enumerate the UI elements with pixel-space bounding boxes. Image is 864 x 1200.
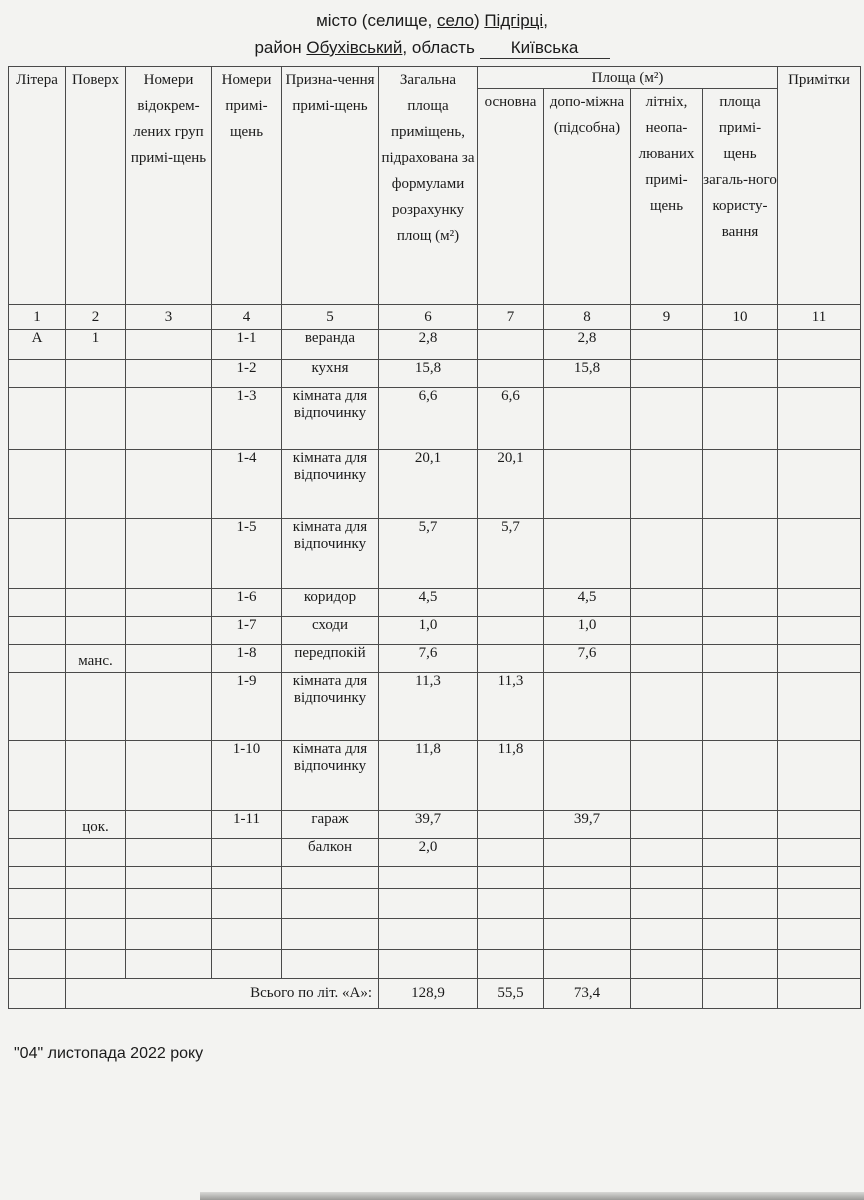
cell-notes — [778, 330, 861, 360]
cell-notes — [778, 519, 861, 589]
cell-litera — [9, 360, 66, 388]
region-name: Київська — [480, 38, 610, 59]
table-row — [9, 645, 861, 673]
col-header-main: основна — [478, 89, 544, 305]
cell-group — [126, 811, 212, 839]
cell-notes — [778, 388, 861, 450]
table-row — [9, 519, 861, 589]
cell-purpose: кімната для відпочинку — [282, 673, 379, 741]
table-row — [9, 839, 861, 867]
cell-notes — [778, 839, 861, 867]
table-row — [9, 388, 861, 450]
cell-floor — [66, 673, 126, 741]
cell-purpose: передпокій — [282, 645, 379, 673]
cell-total-area: 2,0 — [379, 839, 478, 867]
settlement-name: Підгірці — [484, 11, 544, 30]
cell-common-area — [703, 617, 778, 645]
cell-group — [126, 839, 212, 867]
col-number: 8 — [544, 305, 631, 330]
cell-room-number: 1-1 — [212, 330, 282, 360]
settlement-type: село — [436, 11, 474, 30]
cell-room-number: 1-2 — [212, 360, 282, 388]
cell-floor — [66, 450, 126, 519]
cell-group — [126, 330, 212, 360]
cell-purpose: гараж — [282, 811, 379, 839]
cell-aux-area: 2,8 — [544, 330, 631, 360]
col-number: 3 — [126, 305, 212, 330]
cell-notes — [778, 589, 861, 617]
cell-total-area: 11,8 — [379, 741, 478, 811]
total-area-value: 128,9 — [379, 979, 478, 1009]
cell-aux-area: 1,0 — [544, 617, 631, 645]
table-row — [9, 673, 861, 741]
cell-summer-area — [631, 673, 703, 741]
room-registry-table — [8, 66, 861, 1009]
cell-total-area: 5,7 — [379, 519, 478, 589]
cell-notes — [778, 617, 861, 645]
header-district-line — [0, 38, 864, 59]
cell-total-area: 1,0 — [379, 617, 478, 645]
district-mid: , область — [402, 38, 480, 57]
table-row — [9, 811, 861, 839]
cell-purpose: кімната для відпочинку — [282, 450, 379, 519]
cell-aux-area: 7,6 — [544, 645, 631, 673]
cell-aux-area: 4,5 — [544, 589, 631, 617]
document-date: "04" листопада 2022 року — [14, 1045, 204, 1062]
table-row — [9, 330, 861, 360]
cell-notes — [778, 450, 861, 519]
cell-floor — [66, 360, 126, 388]
cell-total-area: 39,7 — [379, 811, 478, 839]
cell-summer-area — [631, 330, 703, 360]
cell-purpose: коридор — [282, 589, 379, 617]
cell-purpose: веранда — [282, 330, 379, 360]
cell-purpose: сходи — [282, 617, 379, 645]
cell-purpose: балкон — [282, 839, 379, 867]
cell-litera — [9, 450, 66, 519]
cell-summer-area — [631, 450, 703, 519]
cell-floor: манс. — [66, 645, 126, 673]
col-header-aux: допо-міжна (підсобна) — [544, 89, 631, 305]
cell-main-area — [478, 811, 544, 839]
cell-common-area — [703, 360, 778, 388]
col-number: 9 — [631, 305, 703, 330]
cell-floor — [66, 388, 126, 450]
cell-room-number: 1-9 — [212, 673, 282, 741]
cell-common-area — [703, 839, 778, 867]
cell-summer-area — [631, 839, 703, 867]
table-row — [9, 741, 861, 811]
col-number: 4 — [212, 305, 282, 330]
header-prefix: місто (селище, — [316, 11, 437, 30]
col-number: 11 — [778, 305, 861, 330]
col-header-litera: Літера — [9, 67, 66, 305]
cell-main-area: 11,3 — [478, 673, 544, 741]
cell-floor — [66, 839, 126, 867]
cell-group — [126, 450, 212, 519]
cell-main-area: 11,8 — [478, 741, 544, 811]
cell-floor — [66, 519, 126, 589]
cell-main-area — [478, 360, 544, 388]
cell-room-number: 1-4 — [212, 450, 282, 519]
cell-total-area: 4,5 — [379, 589, 478, 617]
col-number: 6 — [379, 305, 478, 330]
cell-main-area — [478, 839, 544, 867]
col-header-common: площа примі-щень загаль-ного користу-вання — [703, 89, 778, 305]
cell-room-number: 1-10 — [212, 741, 282, 811]
cell-aux-area: 15,8 — [544, 360, 631, 388]
table-row — [9, 617, 861, 645]
cell-group — [126, 388, 212, 450]
cell-common-area — [703, 741, 778, 811]
col-number: 1 — [9, 305, 66, 330]
cell-main-area: 6,6 — [478, 388, 544, 450]
cell-main-area: 5,7 — [478, 519, 544, 589]
cell-room-number: 1-6 — [212, 589, 282, 617]
cell-room-number: 1-7 — [212, 617, 282, 645]
header-suffix: ) — [473, 11, 485, 30]
cell-room-number: 1-3 — [212, 388, 282, 450]
col-header-notes: Примітки — [778, 67, 861, 305]
cell-common-area — [703, 645, 778, 673]
cell-group — [126, 589, 212, 617]
cell-common-area — [703, 388, 778, 450]
cell-room-number — [212, 839, 282, 867]
col-header-purpose: Призна-чення примі-щень — [282, 67, 379, 305]
header-location-line — [0, 11, 864, 31]
cell-group — [126, 360, 212, 388]
cell-group — [126, 617, 212, 645]
cell-notes — [778, 741, 861, 811]
cell-aux-area — [544, 741, 631, 811]
cell-floor — [66, 741, 126, 811]
cell-common-area — [703, 673, 778, 741]
cell-total-area: 2,8 — [379, 330, 478, 360]
cell-litera — [9, 839, 66, 867]
cell-floor: 1 — [66, 330, 126, 360]
cell-aux-area: 39,7 — [544, 811, 631, 839]
cell-litera — [9, 673, 66, 741]
cell-summer-area — [631, 617, 703, 645]
cell-total-area: 11,3 — [379, 673, 478, 741]
cell-summer-area — [631, 360, 703, 388]
cell-main-area — [478, 330, 544, 360]
cell-purpose: кімната для відпочинку — [282, 388, 379, 450]
cell-common-area — [703, 589, 778, 617]
cell-group — [126, 519, 212, 589]
cell-aux-area — [544, 388, 631, 450]
cell-group — [126, 741, 212, 811]
cell-litera — [9, 645, 66, 673]
cell-purpose: кімната для відпочинку — [282, 519, 379, 589]
cell-room-number: 1-5 — [212, 519, 282, 589]
col-header-room-number: Номери примі-щень — [212, 67, 282, 305]
cell-total-area: 20,1 — [379, 450, 478, 519]
cell-group — [126, 645, 212, 673]
total-aux-value: 73,4 — [544, 979, 631, 1009]
col-header-groups: Номери відокрем-лених груп примі-щень — [126, 67, 212, 305]
blank-row — [9, 919, 861, 950]
cell-notes — [778, 645, 861, 673]
cell-total-area: 7,6 — [379, 645, 478, 673]
cell-aux-area — [544, 839, 631, 867]
cell-litera — [9, 519, 66, 589]
cell-common-area — [703, 519, 778, 589]
cell-main-area: 20,1 — [478, 450, 544, 519]
cell-notes — [778, 811, 861, 839]
cell-litera: А — [9, 330, 66, 360]
blank-row — [9, 950, 861, 979]
cell-notes — [778, 673, 861, 741]
cell-litera — [9, 811, 66, 839]
table-row — [9, 450, 861, 519]
col-header-total-area: Загальна площа приміщень, підрахована за формулами розрахунку площ (м²) — [379, 67, 478, 305]
cell-purpose: кухня — [282, 360, 379, 388]
col-header-floor: Поверх — [66, 67, 126, 305]
column-numbers-row — [9, 305, 861, 330]
cell-floor — [66, 589, 126, 617]
district-name: Обухівський — [306, 38, 403, 57]
table-row — [9, 589, 861, 617]
cell-summer-area — [631, 589, 703, 617]
district-prefix: район — [254, 38, 307, 57]
blank-row — [9, 889, 861, 919]
cell-common-area — [703, 811, 778, 839]
cell-summer-area — [631, 741, 703, 811]
cell-aux-area — [544, 450, 631, 519]
cell-summer-area — [631, 811, 703, 839]
cell-total-area: 15,8 — [379, 360, 478, 388]
header-end: , — [543, 11, 548, 30]
col-number: 5 — [282, 305, 379, 330]
total-main-value: 55,5 — [478, 979, 544, 1009]
cell-litera — [9, 589, 66, 617]
cell-main-area — [478, 589, 544, 617]
cell-litera — [9, 388, 66, 450]
cell-group — [126, 673, 212, 741]
col-number: 7 — [478, 305, 544, 330]
cell-summer-area — [631, 645, 703, 673]
col-header-summer: літніх, неопа-люваних примі-щень — [631, 89, 703, 305]
cell-purpose: кімната для відпочинку — [282, 741, 379, 811]
cell-aux-area — [544, 519, 631, 589]
page-edge-shadow — [200, 1192, 864, 1200]
cell-common-area — [703, 450, 778, 519]
cell-summer-area — [631, 388, 703, 450]
cell-summer-area — [631, 519, 703, 589]
cell-floor: цок. — [66, 811, 126, 839]
cell-aux-area — [544, 673, 631, 741]
cell-main-area — [478, 617, 544, 645]
cell-notes — [778, 360, 861, 388]
cell-litera — [9, 617, 66, 645]
cell-floor — [66, 617, 126, 645]
cell-room-number: 1-8 — [212, 645, 282, 673]
cell-litera — [9, 741, 66, 811]
col-number: 2 — [66, 305, 126, 330]
blank-row — [9, 867, 861, 889]
cell-main-area — [478, 645, 544, 673]
cell-common-area — [703, 330, 778, 360]
col-number: 10 — [703, 305, 778, 330]
cell-room-number: 1-11 — [212, 811, 282, 839]
total-row — [9, 979, 861, 1009]
cell-total-area: 6,6 — [379, 388, 478, 450]
total-label: Всього по літ. «А»: — [66, 979, 379, 1009]
col-header-area-group: Площа (м²) — [478, 67, 778, 89]
table-row — [9, 360, 861, 388]
